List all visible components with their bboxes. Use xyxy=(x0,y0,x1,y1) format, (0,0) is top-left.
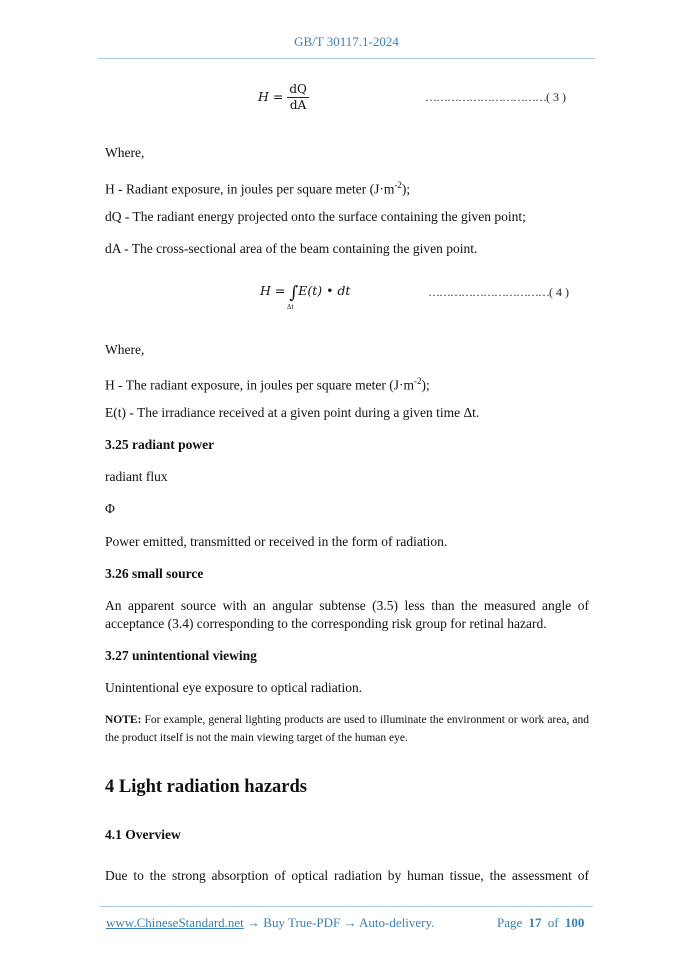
note xyxy=(105,711,589,747)
eq3-lhs: H = xyxy=(258,89,284,104)
def-text: ); xyxy=(401,181,411,197)
page-label: Page xyxy=(497,915,523,930)
arrow-right-icon: → xyxy=(247,915,261,930)
eq3-dots: …………………………… xyxy=(425,90,546,104)
def-h xyxy=(105,176,589,199)
equation-3 xyxy=(258,82,309,113)
auto-delivery-text: Auto-delivery. xyxy=(359,915,435,930)
eq4-lhs: H = xyxy=(260,283,286,298)
section-4-1-text: Due to the strong absorption of optical radiation by human tissue, the assessment of xyxy=(105,868,589,883)
def-et: E(t) - The irradiance received at a given point during a given time Δt. xyxy=(105,405,480,420)
def-text: H - The radiant exposure, in joules per square meter (J·m xyxy=(105,377,415,393)
eq3-leader xyxy=(425,90,566,105)
section-3-26-title: 3.26 small source xyxy=(105,566,204,581)
website-link[interactable]: www.ChineseStandard.net xyxy=(106,915,244,930)
note-text: For example, general lighting products are used to illuminate the environment or work area, and the product itself is not the main viewing target of the human eye. xyxy=(105,714,589,744)
buy-text: Buy True-PDF xyxy=(263,915,341,930)
section-3-27-def: Unintentional eye exposure to optical radiation. xyxy=(105,680,363,695)
page-number xyxy=(497,915,584,931)
def-dq: dQ - The radiant energy projected onto the surface containing the given point; xyxy=(105,209,526,224)
footer-rule xyxy=(100,906,593,907)
chapter-4-heading: 4 Light radiation hazards xyxy=(105,777,307,797)
eq3-num: dQ xyxy=(289,82,307,96)
eq4-dots: …………………………… xyxy=(428,285,549,299)
def-h xyxy=(105,372,589,395)
section-3-26-def: An apparent source with an angular subtense (3.5) less than the measured angle of acceptance (3.4) corresponding to the corresponding risk group for retinal hazard. xyxy=(105,598,589,631)
note-label: NOTE: xyxy=(105,714,142,726)
eq4-body: E(t) • dt xyxy=(298,283,351,298)
section-3-25-def: Power emitted, transmitted or received in the form of radiation. xyxy=(105,534,448,549)
eq4-sub: Δt xyxy=(287,304,294,311)
arrow-right-icon: → xyxy=(343,915,357,930)
eq4-number: ( 4 ) xyxy=(549,285,569,299)
section-3-25-alt: radiant flux xyxy=(105,469,168,484)
def-text: H - Radiant exposure, in joules per square meter (J·m xyxy=(105,181,395,197)
section-3-25-title: 3.25 radiant power xyxy=(105,437,215,452)
where-label: Where, xyxy=(105,342,145,357)
eq3-number: ( 3 ) xyxy=(546,90,566,104)
where-label: Where, xyxy=(105,145,145,160)
superscript: -2 xyxy=(394,180,402,190)
section-4-1-title: 4.1 Overview xyxy=(105,827,181,842)
integral-sign: ∫ xyxy=(289,283,299,303)
section-3-27-title: 3.27 unintentional viewing xyxy=(105,648,257,663)
equation-4 xyxy=(260,283,351,311)
eq3-den: dA xyxy=(289,98,307,112)
superscript: -2 xyxy=(414,376,422,386)
total-pages: 100 xyxy=(564,915,585,930)
of-label: of xyxy=(547,915,559,930)
header-rule xyxy=(98,58,595,59)
eq3-fraction xyxy=(287,82,309,113)
eq4-leader xyxy=(428,285,569,300)
section-3-25-symbol: Φ xyxy=(105,501,115,516)
def-da: dA - The cross-sectional area of the beam containing the given point. xyxy=(105,241,478,256)
def-text: ); xyxy=(421,377,430,393)
footer-promo xyxy=(106,915,434,931)
header-doc-id: GB/T 30117.1-2024 xyxy=(294,34,399,49)
current-page: 17 xyxy=(528,915,542,930)
